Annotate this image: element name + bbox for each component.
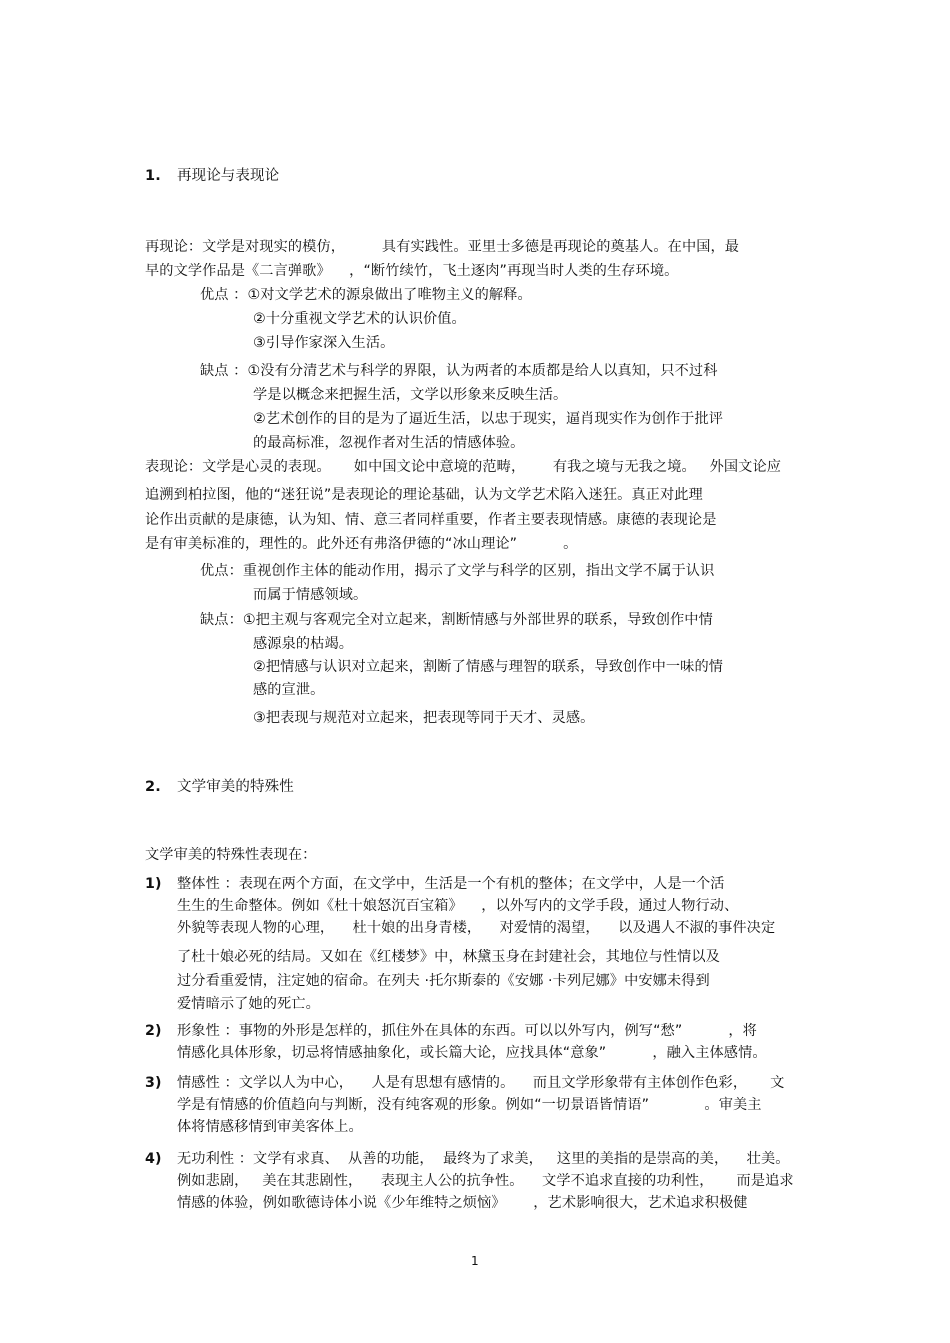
list-marker: 3) [145, 1075, 162, 1091]
list-item-line: 过分看重爱情，注定她的宿命。在列夫 ·托尔斯泰的《安娜 ·卡列尼娜》中安娜未得到 [177, 973, 710, 989]
paragraph-line: 的最高标准，忽视作者对生活的情感体验。 [253, 435, 525, 451]
paragraph-line: ②十分重视文学艺术的认识价值。 [253, 311, 466, 327]
list-item-line: 爱情暗示了她的死亡。 [177, 996, 320, 1012]
paragraph-line: 再现论：文学是对现实的模仿， 具有实践性。亚里士多德是再现论的奠基人。在中国，最 [145, 239, 740, 255]
list-item-line: 外貌等表现人物的心理， 杜十娘的出身青楼， 对爱情的渴望， 以及遇人不淑的事件决定 [177, 920, 776, 936]
section-2-intro: 文学审美的特殊性表现在： [145, 847, 317, 863]
page-number: 1 [471, 1254, 479, 1268]
list-item-line: 生生的生命整体。例如《杜十娘怒沉百宝箱》 ，以外写内的文学手段，通过人物行动、 [177, 898, 739, 914]
paragraph-line: 论作出贡献的是康德，认为知、情、意三者同样重要，作者主要表现情感。康德的表现论是 [145, 512, 717, 528]
list-item-line: 形象性 ：事物的外形是怎样的，抓住外在具体的东西。可以以外写内，例写“愁” ，将 [177, 1023, 757, 1039]
list-item-line: 例如悲剧， 美在其悲剧性， 表现主人公的抗争性。 文学不追求直接的功利性， 而是追求 [177, 1173, 794, 1189]
list-item-line: 情感化具体形象，切忌将情感抽象化，或长篇大论，应找具体“意象” ，融入主体感情。 [177, 1045, 767, 1061]
paragraph-line: ②把情感与认识对立起来，割断了情感与理智的联系，导致创作中一味的情 [253, 659, 724, 675]
list-marker: 2) [145, 1023, 162, 1039]
paragraph-line: 学是以概念来把握生活，文学以形象来反映生活。 [253, 387, 568, 403]
paragraph-line: 缺点：①把主观与客观完全对立起来，割断情感与外部世界的联系，导致创作中情 [200, 612, 713, 628]
section-1-title: 再现论与表现论 [177, 168, 280, 184]
list-item-line: 体将情感移情到审美客体上。 [177, 1119, 363, 1135]
list-marker: 1) [145, 876, 162, 892]
paragraph-line: 是有审美标准的，理性的。此外还有弗洛伊德的“冰山理论” 。 [145, 536, 578, 552]
paragraph-line: 而属于情感领域。 [253, 587, 368, 603]
paragraph-line: 表现论：文学是心灵的表现。 如中国文论中意境的范畴， 有我之境与无我之境。 外国文论应 [145, 459, 782, 475]
paragraph-line: 追溯到柏拉图，他的“迷狂说”是表现论的理论基础，认为文学艺术陷入迷狂。真正对此理 [145, 487, 703, 503]
paragraph-line: 缺点 ：①没有分清艺术与科学的界限，认为两者的本质都是给人以真知，只不过科 [200, 363, 718, 379]
paragraph-line: 感的宣泄。 [253, 682, 325, 698]
paragraph-line: 优点 ：①对文学艺术的源泉做出了唯物主义的解释。 [200, 287, 532, 303]
paragraph-line: ②艺术创作的目的是为了逼近生活，以忠于现实，逼肖现实作为创作于批评 [253, 411, 724, 427]
paragraph-line: ③引导作家深入生活。 [253, 335, 395, 351]
paragraph-line: ③把表现与规范对立起来，把表现等同于天才、灵感。 [253, 710, 595, 726]
list-marker: 4) [145, 1151, 162, 1167]
paragraph-line: 优点：重视创作主体的能动作用，揭示了文学与科学的区别，指出文学不属于认识 [200, 563, 715, 579]
section-1-number: 1. [145, 168, 161, 184]
list-item-line: 情感的体验，例如歌德诗体小说《少年维特之烦恼》 ，艺术影响很大，艺术追求积极健 [177, 1195, 748, 1211]
list-item-line: 学是有情感的价值趋向与判断，没有纯客观的形象。例如“一切景语皆情语” 。审美主 [177, 1097, 762, 1113]
paragraph-line: 感源泉的枯竭。 [253, 636, 354, 652]
list-item-line: 情感性 ：文学以人为中心， 人是有思想有感情的。 而且文学形象带有主体创作色彩， 文 [177, 1075, 785, 1091]
list-item-line: 了杜十娘必死的结局。又如在《红楼梦》中，林黛玉身在封建社会，其地位与性情以及 [177, 949, 720, 965]
list-item-line: 无功利性 ：文学有求真、 从善的功能， 最终为了求美， 这里的美指的是崇高的美， 壮美。 [177, 1151, 790, 1167]
paragraph-line: 早的文学作品是《二言弹歌》 ，“断竹续竹，飞土逐肉”再现当时人类的生存环境。 [145, 263, 679, 279]
section-2-number: 2. [145, 779, 161, 795]
section-2-title: 文学审美的特殊性 [177, 779, 294, 795]
list-item-line: 整体性 ：表现在两个方面，在文学中，生活是一个有机的整体；在文学中，人是一个活 [177, 876, 725, 892]
